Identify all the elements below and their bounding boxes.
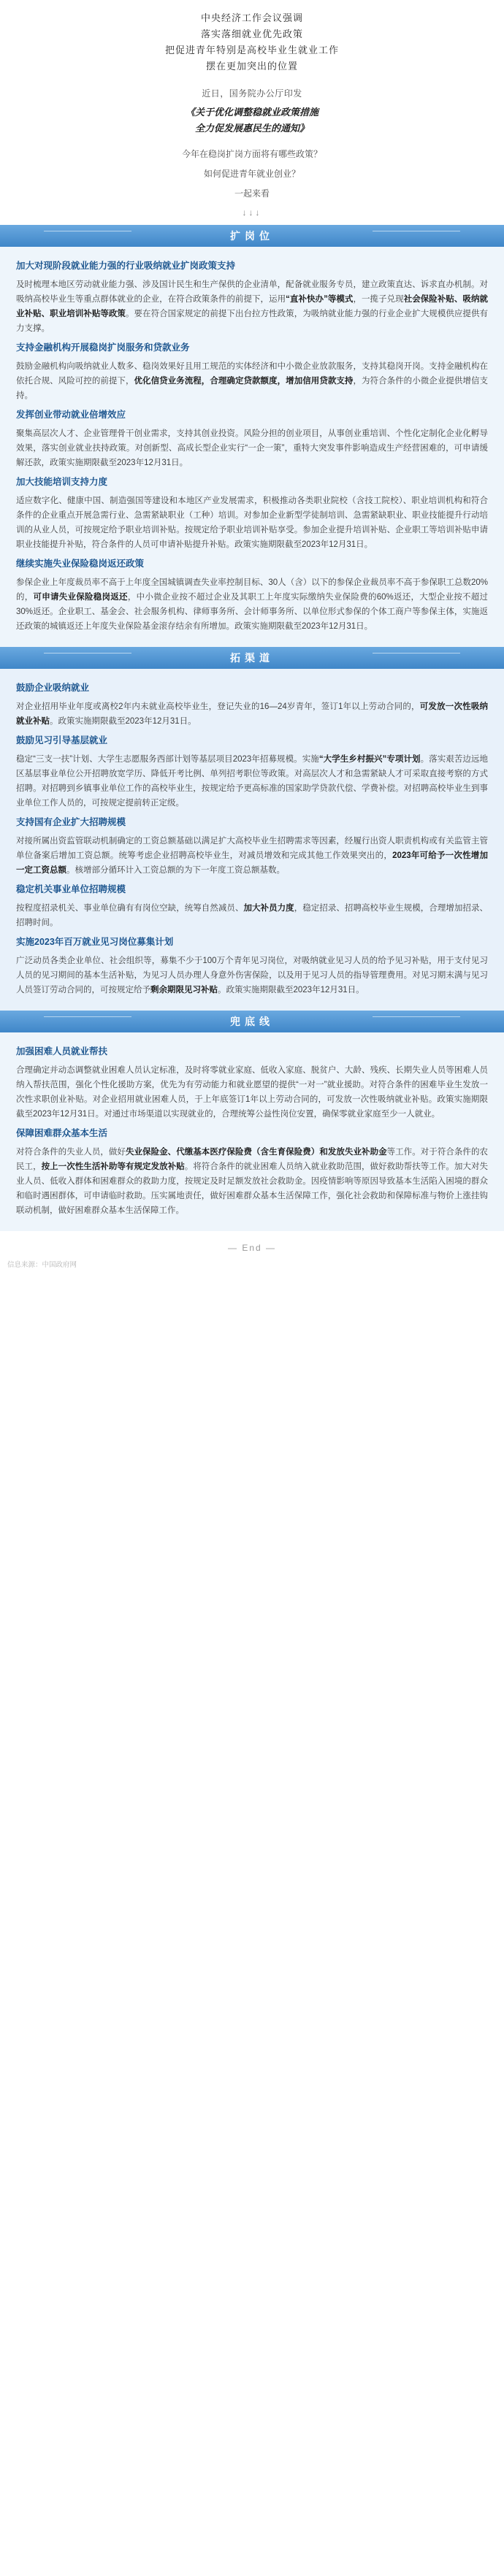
- paragraph: 适应数字化、健康中国、制造强国等建设和本地区产业发展需求，积极推动各类职业院校（含技工院校）、职业培训机构和符合条件的企业重点开展急需行业、急需紧缺职业（工种）培训。对参加企业新型学徒制培训、急需紧缺职业、职业技能提升行动培训的从业人员，可按规定给予职业培训补贴。按规定给予职业培训补贴享受。参加企业提升培训补贴、企业职工等培训补贴申请职业技能提升补贴，符合条件的人员可申请补贴提升补贴。政策实施期限截至2023年12月31日。: [16, 497, 488, 549]
- end-marker: — End —: [0, 1231, 504, 1257]
- sections-root: [0, 225, 504, 1231]
- paragraph: 对符合条件的失业人员，做好失业保险金、代缴基本医疗保险费（含生育保险费）和发放失业补助金等工作。对于符合条件的农民工，按上一次性生活补助等有规定发放补贴。将符合条件的就业困难人员纳入就业救助范围，做好救助帮扶等工作。加大对失业人员、低收入群体和困难群众的救助力度，按规定及时足额发放社会救助金。因疫情影响等原因导致基本生活陷入困境的群众和临时遇困群体，可申请临时救助。压实属地责任，做好困难群众基本生活保障工作，强化社会救助和保障标准与物价上涨挂钩联动机制，做好困难群众基本生活保障工作。: [16, 1148, 489, 1215]
- hero-line-1: 中央经济工作会议强调: [200, 12, 303, 23]
- section-banner: [0, 225, 504, 247]
- paragraph: 对接所属出资监管联动机制确定的工资总额基础以满足扩大高校毕业生招聘需求等因素，经履行出资人职责机构或有关监管主管单位备案后增加工资总额。统筹考虑企业招聘高校毕业生，对减员增效和完成其他工作效果突出的，2023年可给予一次性增加一定工资总额。核增部分循环计入工资总额的为下一年度工资总额基数。: [16, 837, 488, 875]
- hero-signoff: 一起来看: [234, 188, 270, 199]
- subsection-heading: 加大对现阶段就业能力强的行业吸纳就业扩岗政策支持: [16, 261, 236, 271]
- section-body: [0, 1032, 504, 1231]
- paragraph: 稳定“三支一扶”计划、大学生志愿服务西部计划等基层项目2023年招募规模。实施“大学生乡村振兴”专项计划。落实艰苦边远地区基层事业单位公开招聘放宽学历、降低开考比例、单列招考职位等政策。对高层次人才和急需紧缺人才可采取直接考察的方式招聘。对招聘到乡镇事业单位工作的高校毕业生，按规定给予更高标准的国家助学贷款代偿、学费补偿。对招聘高校毕业生到事业单位工作人员的，可按规定提前转正定级。: [16, 755, 488, 808]
- subsection-heading: 鼓励见习引导基层就业: [16, 735, 108, 745]
- section-banner-title: 扩岗位: [230, 230, 274, 242]
- paragraph: 对企业招用毕业年度或离校2年内未就业高校毕业生，登记失业的16—24岁青年，签订1年以上劳动合同的，可发放一次性吸纳就业补贴。政策实施期限截至2023年12月31日。: [16, 702, 489, 726]
- subsection-heading: 加强困难人员就业帮扶: [16, 1046, 108, 1057]
- subsection-heading: 鼓励企业吸纳就业: [16, 683, 90, 693]
- hero-question: 今年在稳岗扩岗方面将有哪些政策？: [181, 149, 322, 159]
- subsection-heading: 稳定机关事业单位招聘规模: [16, 884, 126, 894]
- paragraph: 合理确定并动态调整就业困难人员认定标准，及时将零就业家庭、低收入家庭、脱贫户、大龄、残疾、长期失业人员等困难人员纳入帮扶范围，强化个性化援助方案，优先为有劳动能力和就业愿望的提供“一对一”就业援助。对符合条件的困难毕业生发放一次性求职创业补贴。对企业招用就业困难人员，于上年底签订1年以上劳动合同的，可发放一次性吸纳就业补贴。政策实施期限截至2023年12月31日。对通过市场渠道以实现就业的，合理统筹公益性岗位安置，确保零就业家庭至少一人就业。: [16, 1066, 488, 1119]
- subsection-heading: 实施2023年百万就业见习岗位募集计划: [16, 937, 174, 947]
- document-title-line-1: 《关于优化调整稳就业政策措施: [185, 107, 318, 118]
- document-title-line-2: 全力促发展惠民生的通知》: [194, 123, 309, 134]
- hero-line-3: 把促进青年特别是高校毕业生就业工作: [164, 45, 339, 55]
- paragraph: 参保企业上年度裁员率不高于上年度全国城镇调查失业率控制目标、30人（含）以下的参保企业裁员率不高于参保职工总数20%的，可申请失业保险稳岗返还，中小微企业按不超过企业及其职工上年度实际缴纳失业保险费的60%返还，大型企业按不超过30%返还。企业职工、基金会、社会服务机构、律师事务所、会计师事务所、以单位形式参保的个体工商户等参保主体，实施返还政策的城镇返还上年度失业保险基金滚存结余有所增加。政策实施期限截至2023年12月31日。: [16, 578, 489, 631]
- section-banner-title: 拓渠道: [230, 652, 274, 664]
- subsection-heading: 支持国有企业扩大招聘规模: [16, 817, 126, 827]
- subsection-heading: 保障困难群众基本生活: [16, 1128, 108, 1138]
- section-banner-title: 兜底线: [230, 1016, 274, 1027]
- source-note: 信息来源：中国政府网: [0, 1257, 504, 1276]
- section-banner: [0, 647, 504, 669]
- section-body: [0, 669, 504, 1011]
- paragraph: 聚集高层次人才、企业管理骨干创业需求，支持其创业投资。风险分担的创业项目，从事创业重培训、个性化定制化企业化孵导效果，落实创业就业扶持政策。对创新型、高成长型企业实行“一企一策”，重特大突发事件影响造成生产经营困难的，可申请缓解还款，政策实施期限截至2023年12月31日。: [16, 429, 488, 467]
- down-arrow-icon: ↓↓↓: [242, 207, 262, 218]
- article-page: [0, 0, 504, 1276]
- paragraph: 鼓励金融机构向吸纳就业人数多、稳岗效果好且用工规范的实体经济和中小微企业放款服务，支持其稳岗开岗。支持金融机构在依托合规、风险可控的前提下，优化信贷业务流程，合理确定贷款额度，增加信用贷款支持，为符合条件的小微企业提供增信支持。: [16, 362, 489, 400]
- paragraph: 按程度招录机关、事业单位确有有岗位空缺，统筹自然减员、加大补员力度，稳定招录、招聘高校毕业生规模，合理增加招录、招聘时间。: [16, 904, 489, 927]
- hero-cta: 如何促进青年就业创业？: [203, 169, 300, 179]
- paragraph: 及时梳理本地区劳动就业能力强、涉及国计民生和生产保供的企业清单，配备就业服务专员，建立政策直达、诉求直办机制。对吸纳高校毕业生等重点群体就业的企业，在符合政策条件的前提下，运用“直补快办”等模式，一揽子兑现社会保险补贴、吸纳就业补贴、职业培训补贴等政策。要在符合国家规定的前提下出台拉方性政策，为吸纳就业能力强的行业企业扩大规模供应提供有力支撑。: [16, 280, 489, 333]
- subsection-heading: 支持金融机构开展稳岗扩岗服务和贷款业务: [16, 342, 190, 353]
- subsection-heading: 加大技能培训支持力度: [16, 477, 108, 487]
- section-banner: [0, 1011, 504, 1032]
- subsection-heading: 发挥创业带动就业倍增效应: [16, 410, 126, 420]
- section-body: [0, 247, 504, 647]
- hero-section: [0, 0, 504, 225]
- hero-line-2: 落实落细就业优先政策: [200, 28, 303, 39]
- hero-line-4: 摆在更加突出的位置: [205, 61, 298, 72]
- paragraph: 广泛动员各类企业单位、社会组织等，募集不少于100万个青年见习岗位，对吸纳就业见习人员的给予见习补贴，用于支付见习人员的见习期间的基本生活补贴，为见习人员办理人身意外伤害保险，以及用于见习人员的指导管理费用。对见习期末满与见习人员签订劳动合同的，可按规定给予剩余期限见习补贴。政策实施期限截至2023年12月31日。: [16, 957, 488, 994]
- hero-subtitle: 近日，国务院办公厅印发: [202, 88, 302, 99]
- subsection-heading: 继续实施失业保险稳岗返还政策: [16, 559, 145, 569]
